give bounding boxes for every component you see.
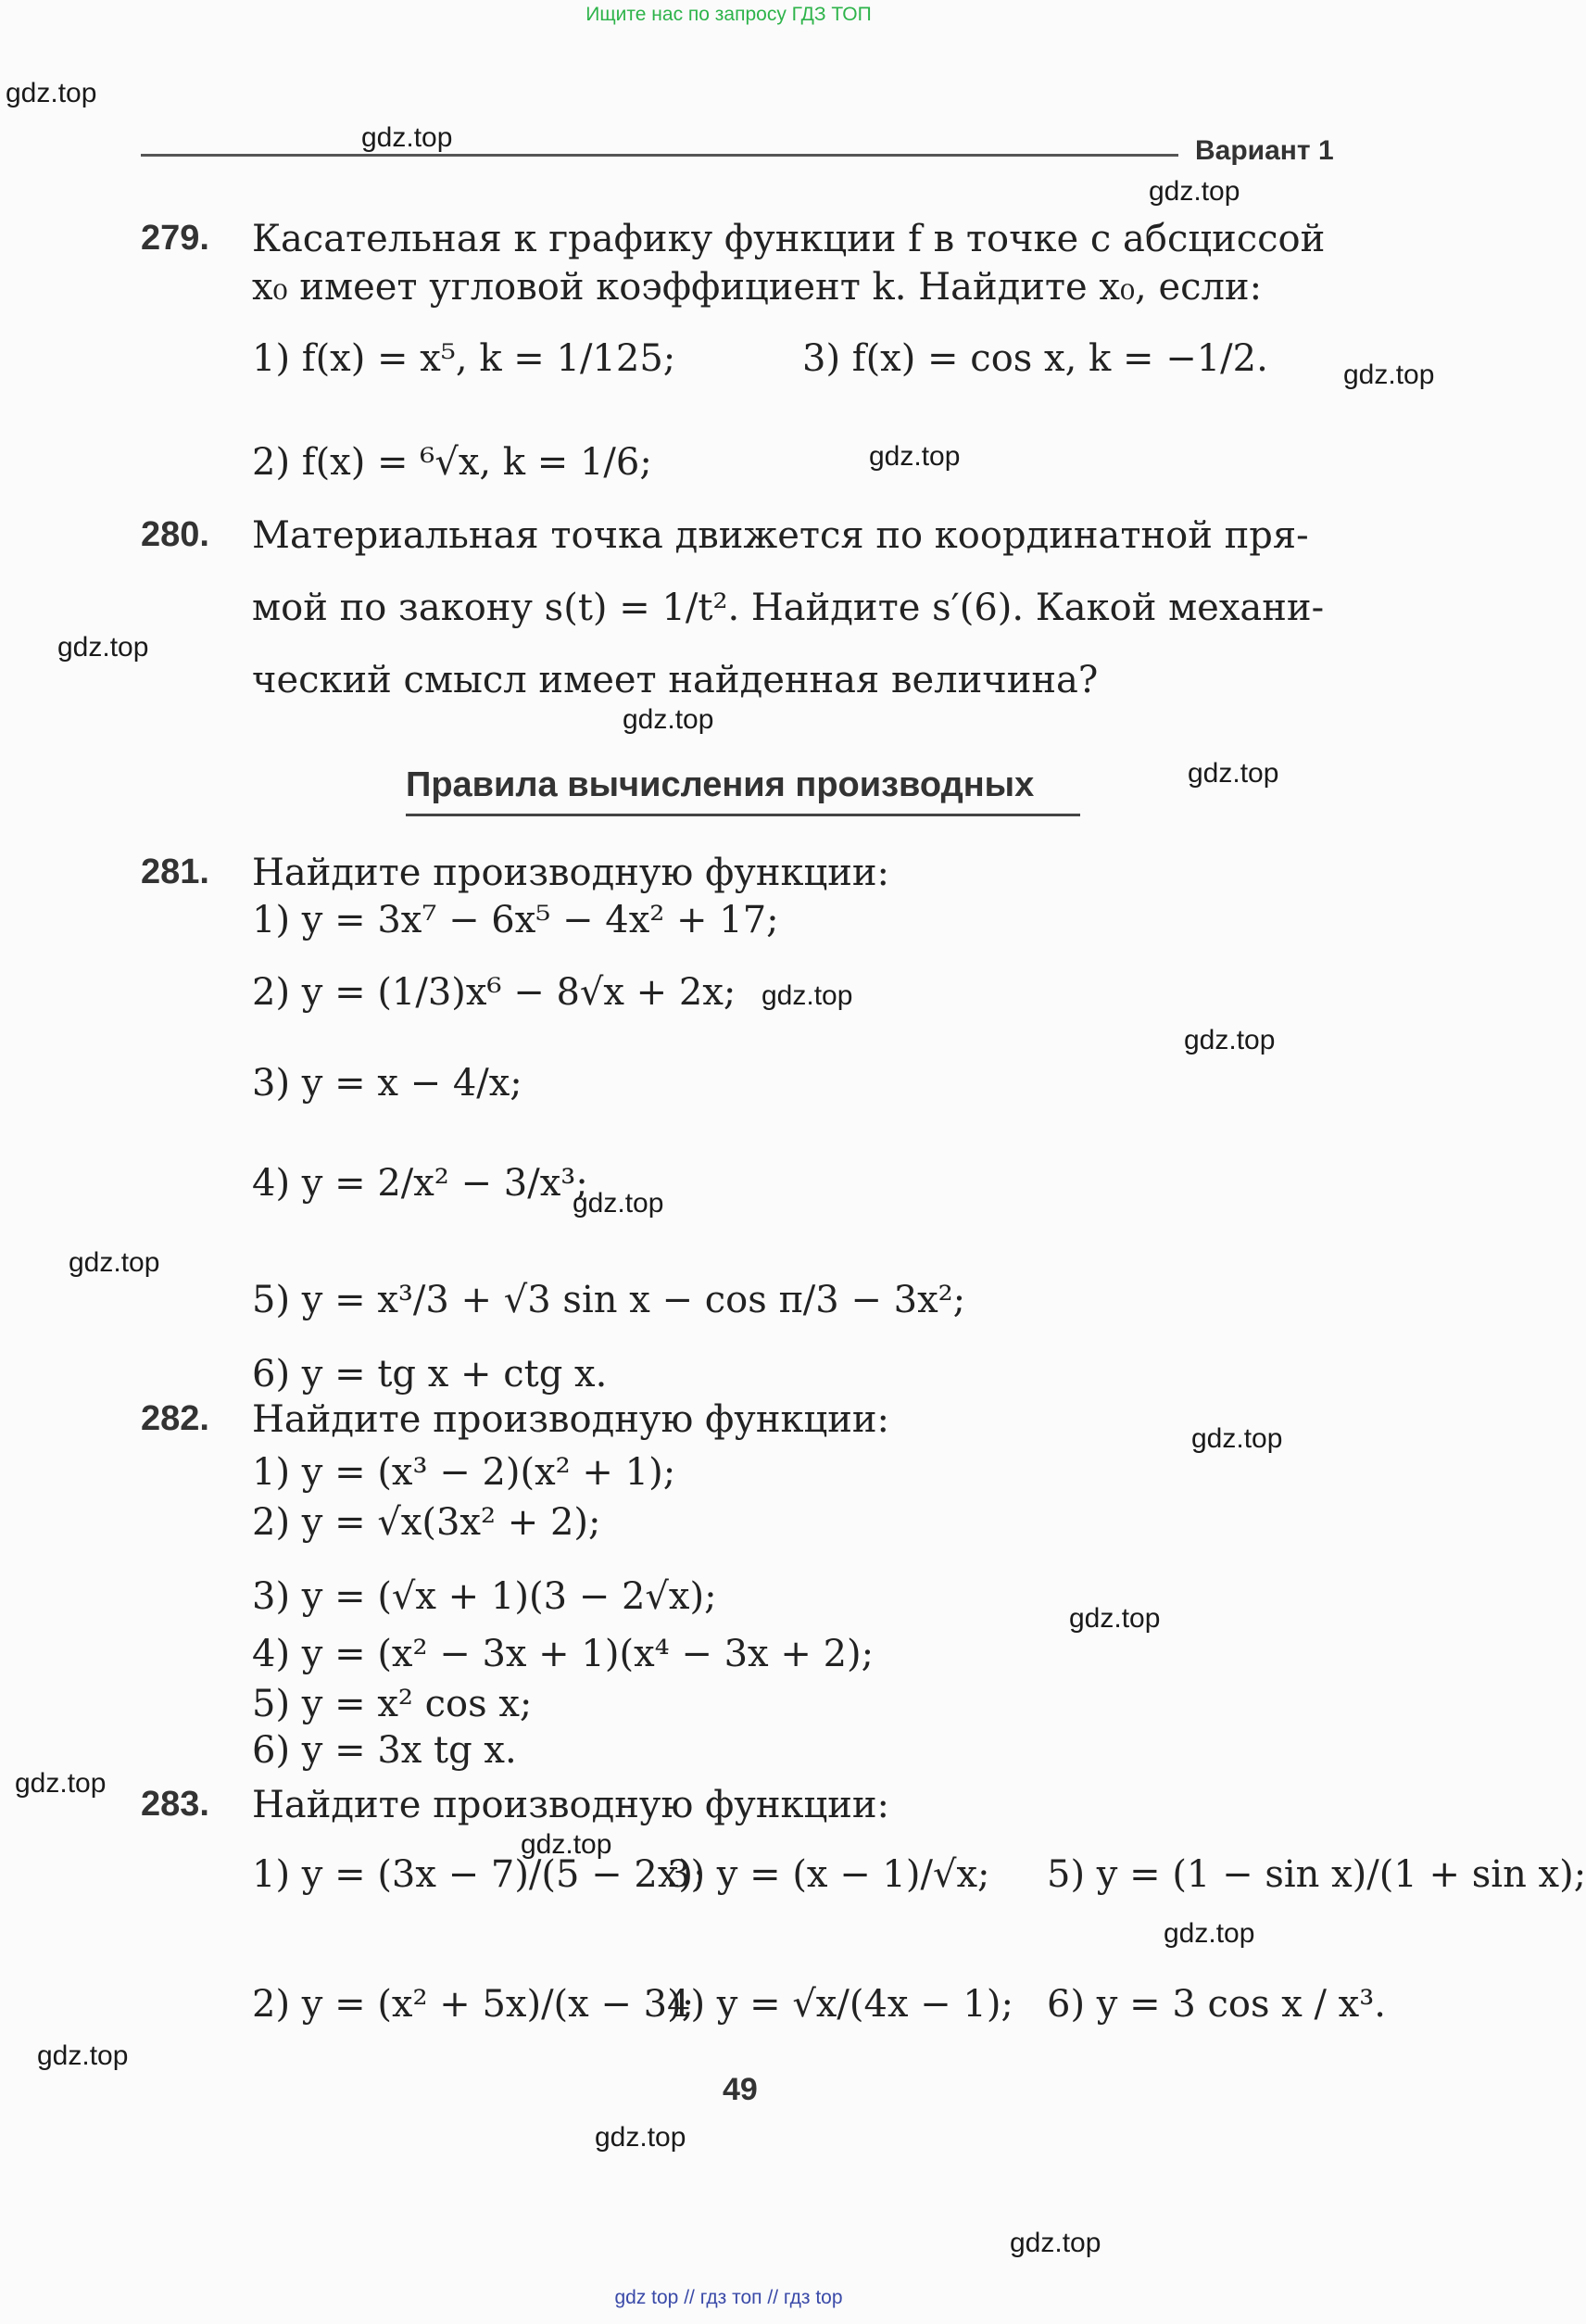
watermark: gdz.top [69,1247,160,1278]
watermark: gdz.top [15,1768,107,1799]
watermark: gdz.top [361,122,453,153]
task-item: 5) y = (1 − sin x)/(1 + sin x); [1047,1853,1586,1896]
watermark: gdz.top [1343,360,1435,390]
watermark: gdz.top [1164,1918,1255,1949]
variant-label: Вариант 1 [1195,135,1334,166]
task-item: 5) y = x² cos x; [252,1683,533,1725]
task-item: 5) y = x³/3 + √3 sin x − cos π/3 − 3x²; [252,1279,966,1321]
watermark: gdz.top [762,980,853,1011]
task-item: 6) y = tg x + ctg x. [252,1353,608,1396]
top-banner: Ищите нас по запросу ГДЗ ТОП [585,4,872,25]
watermark: gdz.top [623,704,714,735]
watermark: gdz.top [37,2040,129,2071]
header-rule [141,154,1178,157]
task-number: 283. [141,1785,209,1824]
task-text: мой по закону s(t) = 1/t². Найдите s′(6). Какой механи- [252,587,1325,629]
watermark: gdz.top [6,78,97,108]
watermark: gdz.top [1069,1603,1161,1634]
section-title: Правила вычисления производных [406,765,1035,804]
watermark: gdz.top [1184,1025,1276,1055]
watermark: gdz.top [1188,758,1279,789]
task-text: Материальная точка движется по координатной пря- [252,514,1309,557]
section-underline [406,814,1080,816]
task-item: 3) y = x − 4/x; [252,1062,522,1105]
task-item: 3) f(x) = cos x, k = −1/2. [802,337,1268,380]
task-item: 6) y = 3x tg x. [252,1729,517,1772]
task-item: 1) y = (x³ − 2)(x² + 1); [252,1451,676,1494]
watermark: gdz.top [869,441,961,472]
task-text: ческий смысл имеет найденная величина? [252,659,1099,701]
task-text: x₀ имеет угловой коэффициент k. Найдите x₀, если: [252,266,1263,309]
task-item: 2) y = (x² + 5x)/(x − 3); [252,1983,695,2026]
task-item: 2) f(x) = ⁶√x, k = 1/6; [252,441,652,484]
task-title: Найдите производную функции: [252,1784,890,1826]
task-item: 1) f(x) = x⁵, k = 1/125; [252,337,676,380]
task-item: 1) y = (3x − 7)/(5 − 2x); [252,1853,706,1896]
task-title: Найдите производную функции: [252,852,890,894]
task-title: Найдите производную функции: [252,1398,890,1441]
watermark: gdz.top [57,632,149,663]
task-item: 6) y = 3 cos x / x³. [1047,1983,1386,2026]
task-number: 281. [141,853,209,891]
task-item: 4) y = √x/(4x − 1); [667,1983,1013,2026]
task-item: 3) y = (x − 1)/√x; [667,1853,990,1896]
task-item: 2) y = √x(3x² + 2); [252,1501,601,1544]
watermark: gdz.top [1010,2228,1101,2258]
task-item: 4) y = (x² − 3x + 1)(x⁴ − 3x + 2); [252,1633,875,1675]
task-item: 2) y = (1/3)x⁶ − 8√x + 2x; [252,971,736,1014]
task-item: 4) y = 2/x² − 3/x³; [252,1162,588,1205]
bottom-banner: gdz top // гдз топ // гдз top [614,2287,843,2308]
task-item: 1) y = 3x⁷ − 6x⁵ − 4x² + 17; [252,899,779,941]
task-item: 3) y = (√x + 1)(3 − 2√x); [252,1575,717,1618]
watermark: gdz.top [1149,176,1240,207]
watermark: gdz.top [573,1188,664,1219]
task-number: 280. [141,515,209,554]
task-number: 282. [141,1399,209,1438]
watermark: gdz.top [521,1829,612,1860]
watermark: gdz.top [595,2122,686,2153]
page-number: 49 [723,2072,758,2107]
watermark: gdz.top [1191,1423,1283,1454]
task-text: Касательная к графику функции f в точке с абсциссой [252,218,1326,260]
task-number: 279. [141,219,209,258]
